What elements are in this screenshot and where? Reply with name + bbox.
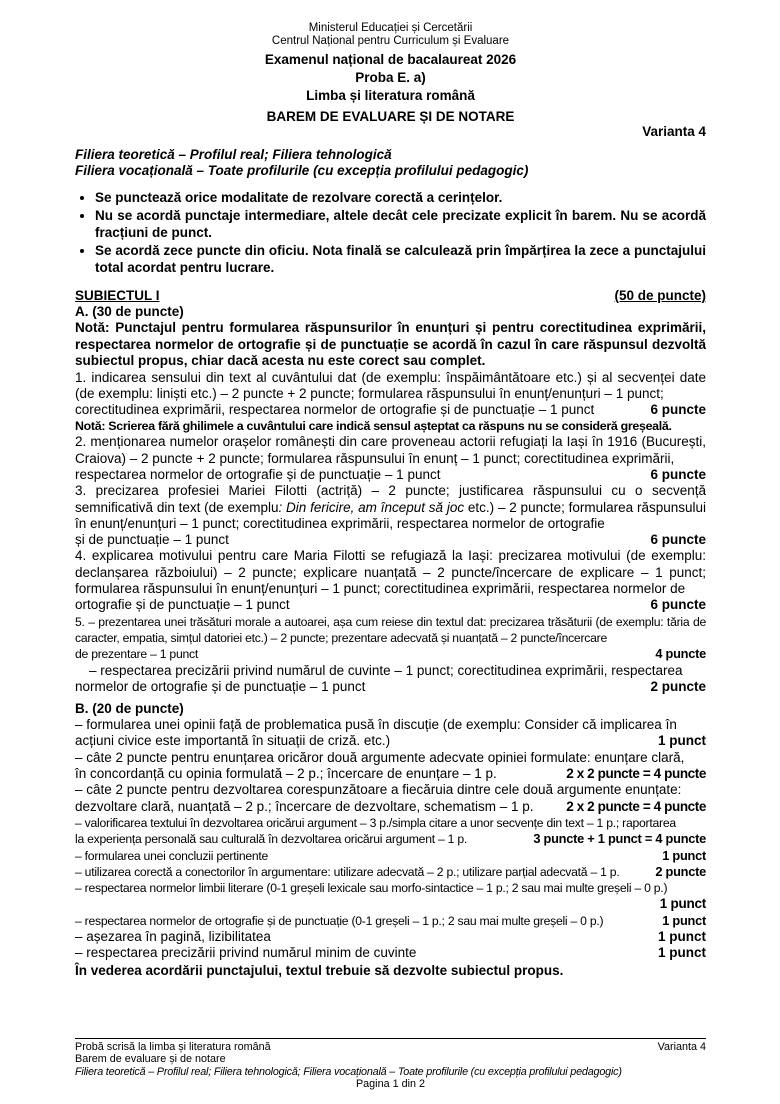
proba-title: Proba E. a): [355, 70, 426, 85]
item-3-points: 6 puncte: [650, 532, 706, 548]
item-2: [75, 434, 706, 483]
b-item-7-text: – respectarea normelor limbii literare (0-1 greșeli lexicale sau morfo-sintactice – 1 p.; 2 sau mai multe greșeli – 0 p.): [75, 881, 668, 896]
b-item-1: [75, 717, 706, 750]
b-item-9-points: 1 punct: [657, 929, 706, 944]
item-1-last: corectitudinea exprimării, respectarea normelor de ortografie și de punctuație – 1 punct: [75, 402, 595, 418]
footer-barem: Barem de evaluare și de notare: [75, 1053, 226, 1066]
b-item-2-points: 2 x 2 puncte = 4 puncte: [566, 766, 706, 782]
b-item-9-text: – așezarea în pagină, lizibilitatea: [75, 929, 271, 944]
item-5b-text: – respectarea precizării privind numărul de cuvinte – 1 punct; corectitudinea exprimării, respectarea: [89, 662, 683, 678]
filiera-line-2: Filiera vocațională – Toate profilurile (cu excepția profilului pedagogic): [75, 163, 529, 178]
b-item-3-text: – câte 2 puncte pentru dezvoltarea corespunzătoare a fiecăruia dintre cele două argumente enunțate:: [75, 782, 682, 798]
b-item-2: [75, 750, 706, 783]
b-item-5-text: – formularea unei concluzii pertinente: [75, 848, 269, 863]
item-4: [75, 548, 706, 613]
filiera-block: [75, 147, 706, 179]
footer-filiera: Filiera teoretică – Profilul real; Filiera tehnologică; Filiera vocațională – Toate profilurile (cu excepția profilului pedagogic): [75, 1065, 622, 1078]
b-item-1-text: – formularea unei opinii față de problematica pusă în discuție (de exemplu: Consider că implicarea în: [75, 717, 677, 733]
b-item-10-text: – respectarea precizării privind numărul minim de cuvinte: [75, 945, 417, 961]
item-5-last: de prezentare – 1 punct: [75, 647, 198, 662]
final-note: În vederea acordării punctajului, textul trebuie să dezvolte subiectul propus.: [75, 962, 564, 978]
item-1-points: 6 puncte: [650, 402, 706, 418]
subject-1-heading: [75, 288, 706, 304]
b-item-7-points: 1 punct: [659, 896, 706, 912]
b-item-6: [75, 864, 706, 880]
item-5b-points: 2 puncte: [650, 678, 706, 694]
item-1-text: 1. indicarea sensului din text al cuvântului dat (de exemplu: înspăimântătoare etc.) și al secvenței date (de exemplu: liniști etc.) – 2 puncte + 2 puncte; formularea răspunsului în enunț/enunțuri – 1 punct;: [75, 369, 706, 401]
item-1: [75, 370, 706, 419]
rule-item: • Nu se acordă punctaje intermediare, altele decât cele precizate explicit în barem. Nu se acordă fracțiuni de punct.: [95, 207, 706, 241]
b-item-5-points: 1 punct: [662, 847, 706, 863]
center-name: Centrul Național pentru Curriculum și Evaluare: [271, 35, 510, 47]
item-2-last: respectarea normelor de ortografie și de punctuație – 1 punct: [75, 466, 441, 482]
barem-title: BAREM DE EVALUARE ȘI DE NOTARE: [266, 109, 515, 124]
item-4-points: 6 puncte: [650, 597, 706, 613]
item-3-text-a: 3. precizarea profesiei Mariei Filotti (actriță) – 2 puncte; justificarea răspunsului cu o secvență semnificativă din text (de exemplu: [75, 483, 706, 515]
rule-item: • Se punctează orice modalitate de rezolvare corectă a cerințelor.: [95, 189, 706, 206]
footer-variant: Varianta 4: [657, 1041, 706, 1053]
b-item-3: [75, 782, 706, 815]
item-3-quote: : Din fericire, am început să joc: [278, 499, 465, 515]
b-item-3-last: dezvoltare clară, nuanțată – 2 p.; încercare de dezvoltare, schematism – 1 p.: [75, 798, 534, 814]
item-2-points: 6 puncte: [650, 466, 706, 482]
section-a-title: A. (30 de puncte): [75, 304, 184, 319]
subject-1-title: SUBIECTUL I: [75, 288, 160, 303]
page-number: Pagina 1 din 2: [355, 1078, 426, 1091]
b-item-1-last: acțiuni civice este importantă în situații de criză. etc.): [75, 733, 391, 749]
b-item-4-last: la experiența personală sau culturală în dezvoltarea oricărui argument – 1 p.: [75, 832, 467, 847]
b-item-8-text: – respectarea normelor de ortografie și de punctuație (0-1 greșeli – 1 p.; 2 sau mai multe greșeli – 0 p.): [75, 913, 604, 928]
item-5: [75, 614, 706, 663]
b-item-1-points: 1 punct: [657, 733, 706, 749]
item-3: [75, 483, 706, 548]
b-item-7: [75, 880, 706, 913]
item-5-text: 5. – prezentarea unei trăsături morale a autoarei, așa cum reiese din textul dat: precizarea trăsăturii (de exemplu: tăria de caracter, empatia, simțul datoriei etc.) – 2 puncte; prezentare adecvată și nuanțată – 2 puncte/încercare: [75, 614, 706, 645]
b-item-6-text: – utilizarea corectă a conectorilor în argumentare: utilizare adecvată – 2 p.; utilizare parțial adecvată – 1 p.: [75, 864, 620, 879]
subject-1-points: (50 de puncte): [614, 288, 706, 303]
b-item-8-points: 1 punct: [662, 912, 706, 928]
b-item-9: [75, 929, 706, 945]
item-4-last: ortografie și de punctuație – 1 punct: [75, 597, 290, 613]
b-item-2-text: – câte 2 puncte pentru enunțarea oricăror două argumente adecvate opiniei formulate: enunțare clară,: [75, 749, 685, 765]
page-footer: [75, 1038, 706, 1091]
item-2-text: 2. menționarea numelor orașelor românești din care proveneau actorii refugiați la Iași în 1916 (București, Craiova) – 2 puncte + 2 puncte; formularea răspunsului în enunț – 1 punct; corectitudinea exprimării,: [75, 434, 706, 466]
b-item-10: [75, 945, 706, 961]
filiera-line-1: Filiera teoretică – Profilul real; Filiera tehnologică: [75, 147, 392, 162]
b-item-6-points: 2 puncte: [655, 863, 706, 879]
b-item-2-last: în concordanță cu opinia formulată – 2 p.; încercare de enunțare – 1 p.: [75, 766, 497, 782]
section-b-title: B. (20 de puncte): [75, 701, 184, 717]
document-page: [75, 22, 706, 979]
item-5b: [75, 663, 706, 696]
item-1-note: Notă: Scrierea fără ghilimele a cuvântului care indică sensul așteptat ca răspuns nu se consideră greșeală.: [75, 419, 672, 434]
item-5-points: 4 puncte: [655, 646, 706, 662]
b-item-4: [75, 815, 706, 848]
variant-label: Varianta 4: [642, 124, 706, 139]
section-a-note: Notă: Punctajul pentru formularea răspunsurilor în enunțuri și pentru corectitudinea exprimării, respectarea normelor de ortografie și de punctuație se acordă în cazul în care răspunsul dezvoltă subiectul propus, chiar dacă acesta nu este corect sau complet.: [75, 320, 706, 368]
footer-exam: Probă scrisă la limba și literatura română: [75, 1041, 271, 1053]
item-5b-last: normelor de ortografie și de punctuație – 1 punct: [75, 678, 366, 694]
exam-title: Examenul național de bacalaureat 2026: [264, 52, 517, 67]
b-item-10-points: 1 punct: [657, 945, 706, 961]
b-item-5: [75, 848, 706, 864]
b-item-4-text: – valorificarea textului în dezvoltarea oricărui argument – 3 p./simpla citare a unor secvențe din text – 1 p.; raportarea: [75, 815, 676, 830]
b-item-3-points: 2 x 2 puncte = 4 puncte: [566, 798, 706, 814]
grading-rules: [75, 189, 706, 276]
ministry-name: Ministerul Educației și Cercetării: [308, 22, 473, 34]
b-item-8: [75, 913, 706, 929]
item-3-text-b: etc.) – 2 puncte; formularea răspunsului în enunț/enunțuri – 1 punct; corectitudinea exprimării, respectarea normelor de ortografie: [75, 499, 706, 531]
subject-title: Limba și literatura română: [306, 88, 475, 103]
b-item-4-points: 3 puncte + 1 punct = 4 puncte: [533, 831, 706, 847]
item-4-text: 4. explicarea motivului pentru care Maria Filotti se refugiază la Iași: precizarea motivului (de exemplu: declanșarea războiului) – 2 puncte; explicare nuanțată – 2 puncte/încercare de explicare – 1 punct; formularea răspunsului în enunț/enunțuri – 1 punct; corectitudinea exprimării, respectarea normelor de: [75, 548, 706, 597]
item-3-last: și de punctuație – 1 punct: [75, 532, 229, 548]
rule-item: • Se acordă zece puncte din oficiu. Nota finală se calculează prin împărțirea la zece a punctajului total acordat pentru lucrare.: [95, 242, 706, 276]
